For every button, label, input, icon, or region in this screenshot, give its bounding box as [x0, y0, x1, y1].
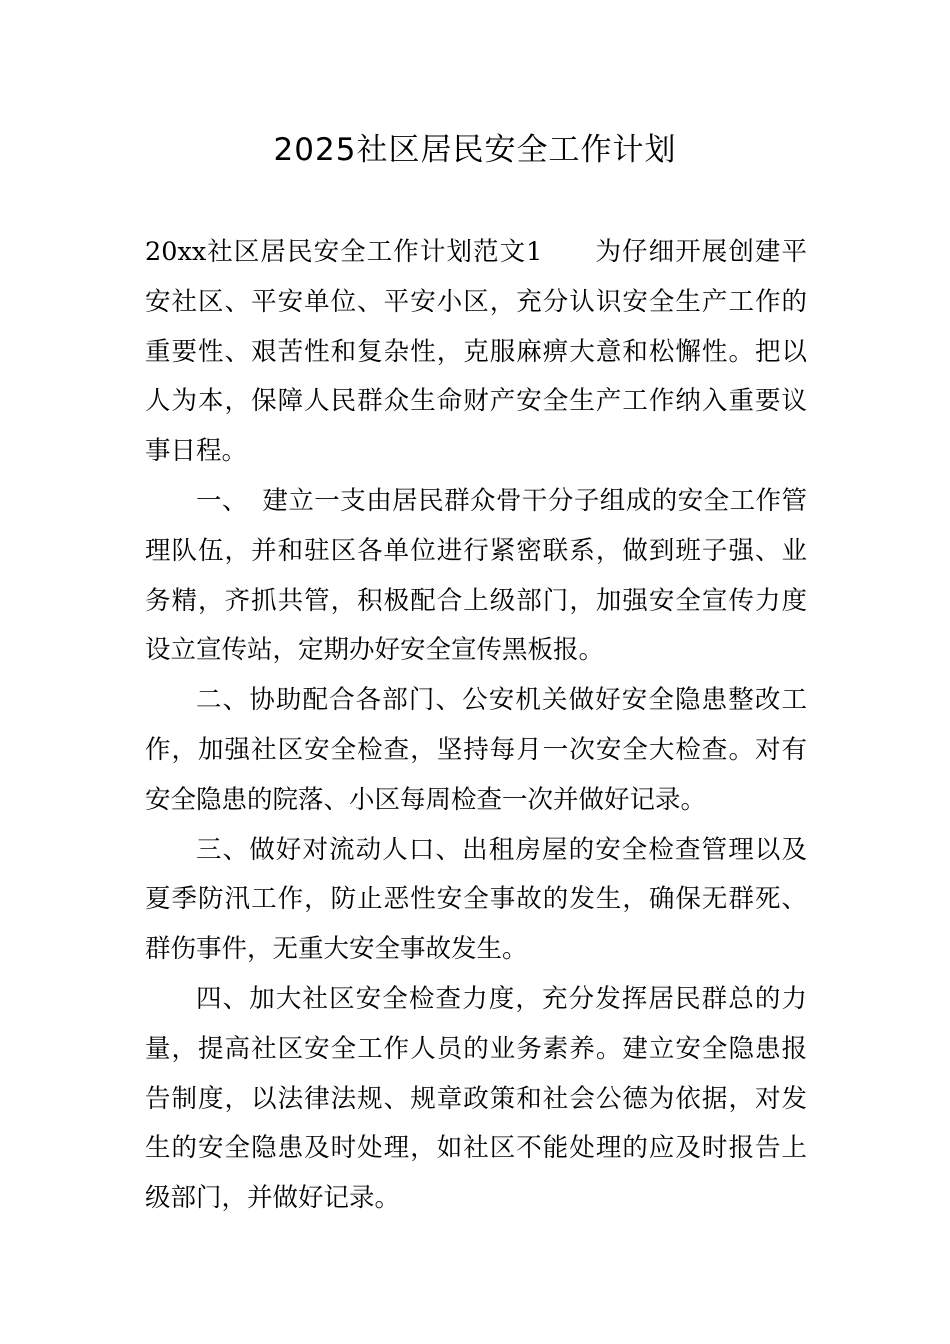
item-marker-4: 四、 — [196, 983, 250, 1014]
item-paragraph-3 — [145, 826, 807, 975]
document-title: 2025社区居民安全工作计划 — [273, 132, 677, 168]
document-body — [145, 228, 807, 1224]
item-marker-1: 一、 — [196, 485, 248, 516]
item-paragraph-2 — [145, 676, 807, 825]
item-marker-3: 三、 — [196, 834, 250, 865]
item-paragraph-1 — [145, 477, 807, 676]
item-text-4: 加大社区安全检查力度，充分发挥居民群总的力量，提高社区安全工作人员的业务素养。建立安全隐患报告制度，以法律法规、规章政策和社会公德为依据，对发生的安全隐患及时处理，如社区不能处理的应及时报告上级部门，并做好记录。 — [145, 983, 807, 1214]
item-text-2: 协助配合各部门、公安机关做好安全隐患整改工作，加强社区安全检查，坚持每月一次安全大检查。对有安全隐患的院落、小区每周检查一次并做好记录。 — [145, 685, 807, 815]
intro-paragraph — [145, 228, 807, 477]
item-marker-2: 二、 — [196, 685, 250, 716]
item-text-3: 做好对流动人口、出租房屋的安全检查管理以及夏季防汛工作，防止恶性安全事故的发生，确保无群死、群伤事件，无重大安全事故发生。 — [145, 834, 807, 965]
item-paragraph-4 — [145, 975, 807, 1224]
intro-label: 20xx社区居民安全工作计划范文1 — [145, 237, 543, 267]
item-text-1: 建立一支由居民群众骨干分子组成的安全工作管理队伍，并和驻区各单位进行紧密联系，做到班子强、业务精，齐抓共管，积极配合上级部门，加强安全宣传力度设立宣传站，定期办好安全宣传黑板报。 — [145, 485, 807, 666]
intro-text: 为仔细开展创建平安社区、平安单位、平安小区，充分认识安全生产工作的重要性、艰苦性和复杂性，克服麻痹大意和松懈性。把以人为本，保障人民群众生命财产安全生产工作纳入重要议事日程。 — [145, 237, 807, 467]
